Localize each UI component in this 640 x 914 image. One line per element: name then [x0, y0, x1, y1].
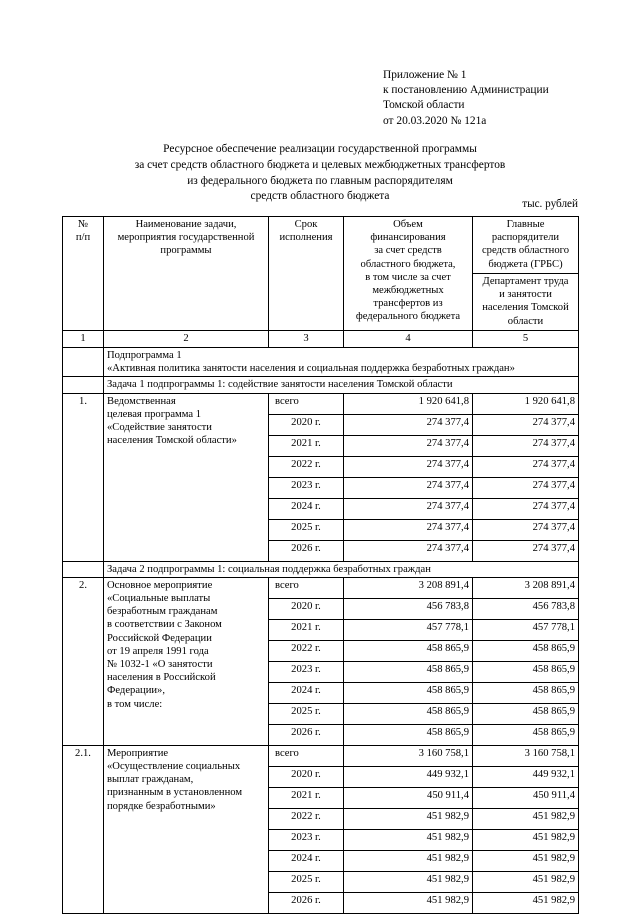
section-label-subprogram-1 — [104, 348, 579, 377]
period-label: 2025 г. — [269, 703, 344, 724]
units-note: тыс. рублей — [522, 198, 578, 210]
row-index: 2. — [63, 577, 104, 745]
funding-amount: 458 865,9 — [344, 703, 473, 724]
header-col-number-line1: № — [77, 219, 89, 230]
header-col-number — [63, 217, 104, 331]
funding-amount: 451 982,9 — [344, 850, 473, 871]
period-label: 2024 г. — [269, 498, 344, 519]
header-col-name-line3: программы — [160, 245, 212, 257]
header-col-funding-line3: за счет средств — [374, 245, 442, 257]
funding-amount: 450 911,4 — [344, 787, 473, 808]
column-number-row — [63, 331, 579, 348]
administrator-amount: 458 865,9 — [473, 661, 579, 682]
header-col-term-line2: исполнения — [279, 232, 333, 244]
header-col-funding-line2: финансирования — [370, 232, 446, 244]
administrator-amount: 457 778,1 — [473, 619, 579, 640]
table-row — [63, 393, 579, 414]
column-number-1: 1 — [63, 331, 104, 348]
column-number-2: 2 — [104, 331, 269, 348]
row-name-line3: «Содействие занятости — [107, 422, 212, 434]
funding-amount: 274 377,4 — [344, 540, 473, 561]
section-empty-index — [63, 348, 104, 377]
header-col-administrators-line1: Главные — [506, 219, 545, 230]
period-label: 2025 г. — [269, 871, 344, 892]
funding-amount: 449 932,1 — [344, 766, 473, 787]
table-row — [63, 577, 579, 598]
funding-amount: 274 377,4 — [344, 414, 473, 435]
administrator-amount: 3 160 758,1 — [473, 745, 579, 766]
header-col-funding-line8: федерального бюджета — [355, 311, 461, 323]
title-line-3: из федерального бюджета по главным распорядителям — [187, 174, 453, 187]
header-department-line4: области — [507, 315, 544, 327]
administrator-amount: 458 865,9 — [473, 682, 579, 703]
funding-amount: 274 377,4 — [344, 519, 473, 540]
period-label: всего — [269, 393, 344, 414]
header-col-funding-line6: межбюджетных — [372, 285, 444, 297]
row-name-line8: населения в Российской — [107, 672, 216, 684]
period-label: 2020 г. — [269, 414, 344, 435]
row-name-line2: целевая программа 1 — [107, 408, 202, 420]
funding-amount: 458 865,9 — [344, 661, 473, 682]
column-number-5: 5 — [473, 331, 579, 348]
administrator-amount: 1 920 641,8 — [473, 393, 579, 414]
period-label: 2023 г. — [269, 477, 344, 498]
section-row-task-1 — [63, 377, 579, 393]
administrator-amount: 451 982,9 — [473, 871, 579, 892]
administrator-amount: 458 865,9 — [473, 640, 579, 661]
subprogram-1-line2: «Активная политика занятости населения и социальная поддержка безработных граждан» — [107, 363, 515, 375]
resource-allocation-table — [62, 216, 579, 914]
header-col-term — [269, 217, 344, 331]
row-name-line10: в том числе: — [107, 698, 163, 710]
funding-amount: 451 982,9 — [344, 808, 473, 829]
row-name-line1: Мероприятие — [107, 747, 169, 759]
administrator-amount: 456 783,8 — [473, 598, 579, 619]
row-name-line6: от 19 апреля 1991 года — [107, 645, 209, 657]
period-label: 2024 г. — [269, 850, 344, 871]
funding-amount: 458 865,9 — [344, 640, 473, 661]
funding-amount: 451 982,9 — [344, 871, 473, 892]
funding-amount: 274 377,4 — [344, 456, 473, 477]
administrator-amount: 274 377,4 — [473, 498, 579, 519]
section-row-task-2 — [63, 561, 579, 577]
title-line-1: Ресурсное обеспечение реализации государственной программы — [163, 143, 477, 155]
row-name-line1: Основное мероприятие — [107, 579, 213, 591]
funding-amount: 274 377,4 — [344, 477, 473, 498]
row-index: 1. — [63, 393, 104, 561]
header-col-funding-line1: Объем — [393, 219, 423, 230]
row-name-line2: «Осуществление социальных — [107, 761, 241, 773]
appendix-line-3: Томской области — [383, 99, 465, 112]
administrator-amount: 458 865,9 — [473, 724, 579, 745]
administrator-amount: 458 865,9 — [473, 703, 579, 724]
administrator-amount: 451 982,9 — [473, 808, 579, 829]
row-index: 2.1. — [63, 745, 104, 913]
funding-amount: 3 160 758,1 — [344, 745, 473, 766]
header-col-funding-line4: областного бюджета, — [360, 258, 456, 270]
subprogram-1-line1: Подпрограмма 1 — [107, 350, 182, 361]
period-label: 2023 г. — [269, 829, 344, 850]
period-label: 2022 г. — [269, 808, 344, 829]
task-2-empty-index — [63, 561, 104, 577]
row-name-line1: Ведомственная — [107, 395, 176, 407]
administrator-amount: 274 377,4 — [473, 414, 579, 435]
administrator-amount: 274 377,4 — [473, 456, 579, 477]
funding-amount: 456 783,8 — [344, 598, 473, 619]
column-number-3: 3 — [269, 331, 344, 348]
header-col-funding — [344, 217, 473, 331]
period-label: всего — [269, 745, 344, 766]
period-label: 2025 г. — [269, 519, 344, 540]
row-name-line5: порядке безработными» — [107, 800, 216, 812]
administrator-amount: 450 911,4 — [473, 787, 579, 808]
funding-amount: 451 982,9 — [344, 829, 473, 850]
header-col-term-line1: Срок — [294, 219, 318, 230]
funding-amount: 1 920 641,8 — [344, 393, 473, 414]
administrator-amount: 451 982,9 — [473, 850, 579, 871]
title-line-2: за счет средств областного бюджета и целевых межбюджетных трансфертов — [134, 158, 506, 171]
page-title — [62, 142, 578, 205]
period-label: 2022 г. — [269, 640, 344, 661]
section-label-task-2: Задача 2 подпрограммы 1: социальная поддержка безработных граждан — [104, 561, 579, 577]
administrator-amount: 449 932,1 — [473, 766, 579, 787]
header-department-line3: населения Томской — [482, 302, 569, 314]
header-col-funding-line7: трансфертов из — [373, 298, 443, 310]
period-label: 2026 г. — [269, 892, 344, 913]
funding-amount: 274 377,4 — [344, 435, 473, 456]
funding-amount: 451 982,9 — [344, 892, 473, 913]
row-name — [104, 393, 269, 561]
funding-amount: 274 377,4 — [344, 498, 473, 519]
header-department-name — [473, 274, 579, 331]
row-name-line4: населения Томской области» — [107, 435, 237, 447]
row-name-line5: Российской Федерации — [107, 632, 212, 644]
period-label: 2021 г. — [269, 619, 344, 640]
section-label-task-1: Задача 1 подпрограммы 1: содействие занятости населения Томской области — [104, 377, 579, 393]
appendix-line-4: от 20.03.2020 № 121а — [383, 114, 487, 127]
funding-amount: 3 208 891,4 — [344, 577, 473, 598]
task-1-empty-index — [63, 377, 104, 393]
header-col-administrators-line2: распорядители — [491, 232, 560, 244]
appendix-line-1: Приложение № 1 — [383, 69, 467, 81]
header-col-name-line1: Наименование задачи, — [135, 219, 237, 230]
period-label: всего — [269, 577, 344, 598]
section-row-subprogram-1 — [63, 348, 579, 377]
period-label: 2020 г. — [269, 598, 344, 619]
period-label: 2024 г. — [269, 682, 344, 703]
row-name-line3: выплат гражданам, — [107, 774, 194, 786]
period-label: 2022 г. — [269, 456, 344, 477]
header-department-line1: Департамент труда — [482, 276, 569, 287]
period-label: 2021 г. — [269, 787, 344, 808]
header-col-number-line2: п/п — [75, 232, 91, 244]
row-name-line9: Федерации», — [107, 685, 165, 697]
header-col-name — [104, 217, 269, 331]
administrator-amount: 274 377,4 — [473, 435, 579, 456]
appendix-reference — [383, 68, 549, 129]
appendix-line-2: к постановлению Администрации — [383, 84, 549, 97]
row-name-line7: № 1032-1 «О занятости — [107, 659, 213, 671]
funding-amount: 457 778,1 — [344, 619, 473, 640]
period-label: 2023 г. — [269, 661, 344, 682]
row-name — [104, 577, 269, 745]
period-label: 2026 г. — [269, 724, 344, 745]
administrator-amount: 274 377,4 — [473, 540, 579, 561]
row-name-line4: признанным в установленном — [107, 787, 243, 799]
table-header-row — [63, 217, 579, 274]
row-name-line3: безработным гражданам — [107, 606, 218, 618]
funding-amount: 458 865,9 — [344, 724, 473, 745]
row-name-line4: в соответствии с Законом — [107, 619, 222, 631]
funding-amount: 458 865,9 — [344, 682, 473, 703]
header-col-name-line2: мероприятия государственной — [117, 232, 255, 244]
administrator-amount: 3 208 891,4 — [473, 577, 579, 598]
header-department-line2: и занятости — [499, 289, 552, 301]
title-line-4: средств областного бюджета — [250, 190, 390, 203]
administrator-amount: 451 982,9 — [473, 829, 579, 850]
administrator-amount: 274 377,4 — [473, 477, 579, 498]
header-col-administrators-line4: бюджета (ГРБС) — [488, 258, 563, 270]
period-label: 2026 г. — [269, 540, 344, 561]
column-number-4: 4 — [344, 331, 473, 348]
administrator-amount: 451 982,9 — [473, 892, 579, 913]
row-name — [104, 745, 269, 913]
table-row — [63, 745, 579, 766]
period-label: 2021 г. — [269, 435, 344, 456]
header-col-administrators — [473, 217, 579, 274]
administrator-amount: 274 377,4 — [473, 519, 579, 540]
period-label: 2020 г. — [269, 766, 344, 787]
header-col-administrators-line3: средств областного — [481, 245, 570, 257]
row-name-line2: «Социальные выплаты — [107, 593, 211, 605]
header-col-funding-line5: в том числе за счет — [365, 271, 451, 283]
